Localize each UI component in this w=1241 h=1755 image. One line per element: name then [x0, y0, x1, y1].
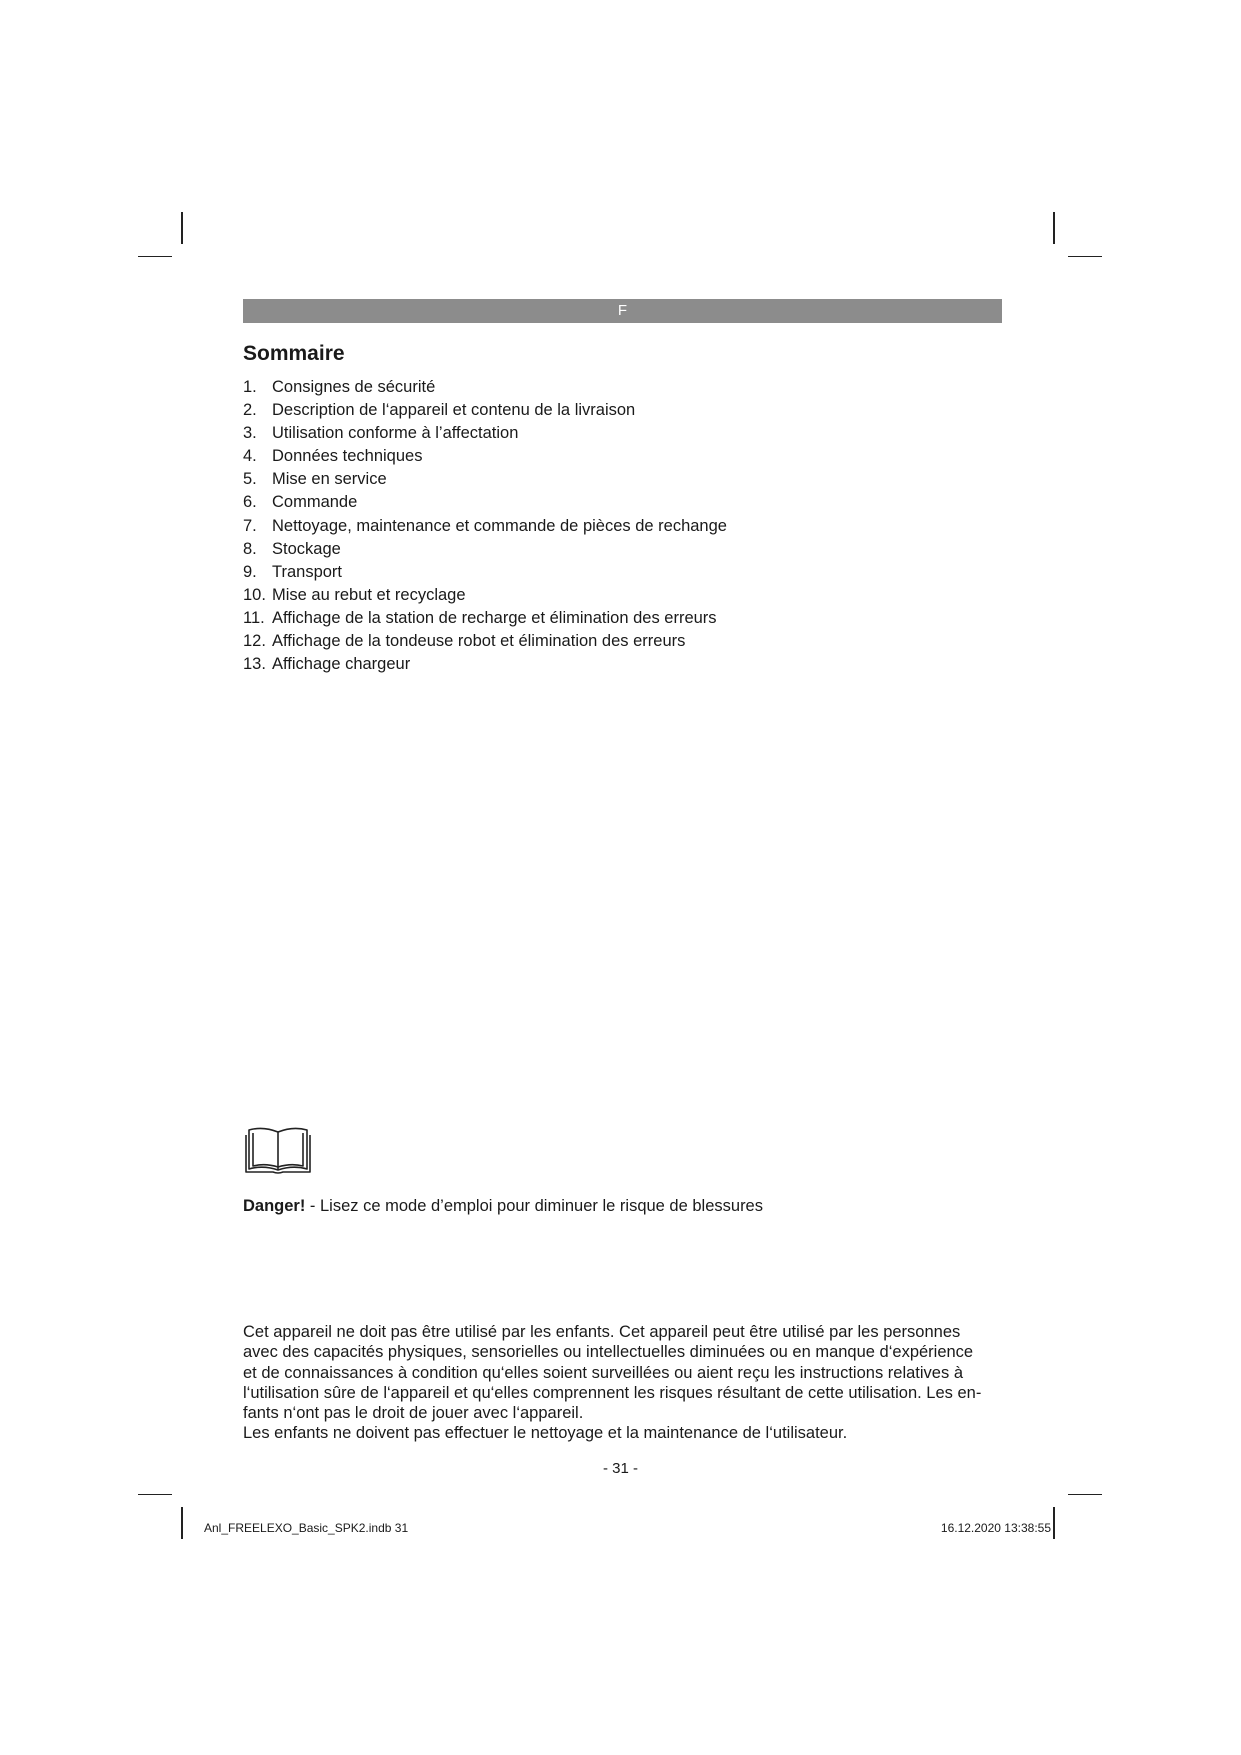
notice-line: Cet appareil ne doit pas être utilisé par les enfants. Cet appareil peut être utilisé par les personnes [243, 1323, 961, 1341]
toc-item-number: 8. [243, 539, 257, 558]
toc-item [243, 607, 727, 630]
toc-item-number: 7. [243, 516, 257, 535]
toc-item-label: Affichage chargeur [272, 655, 411, 674]
toc-item-label: Commande [272, 493, 358, 512]
toc-item-label: Données techniques [272, 447, 423, 466]
notice-line: l‘utilisation sûre de l‘appareil et qu‘elles comprennent les risques résultant de cette utilisation. Les en- [243, 1383, 982, 1402]
danger-text: - Lisez ce mode d’emploi pour diminuer le risque de blessures [305, 1197, 763, 1215]
toc-item [243, 422, 727, 445]
toc-item-number: 5. [243, 470, 257, 489]
crop-mark-bottom-left-horizontal [138, 1494, 172, 1495]
toc-item-number: 11. [243, 608, 265, 627]
notice-line: fants n‘ont pas le droit de jouer avec l‘appareil. [243, 1404, 584, 1423]
toc-item-label: Nettoyage, maintenance et commande de pièces de rechange [272, 516, 727, 535]
danger-warning [243, 1195, 763, 1217]
toc-item [243, 445, 727, 468]
table-of-contents [243, 376, 727, 676]
toc-item [243, 653, 727, 676]
footer-file-name: Anl_FREELEXO_Basic_SPK2.indb 31 [204, 1521, 409, 1535]
toc-item-number: 4. [243, 447, 257, 466]
language-tab-label: F [617, 302, 628, 319]
toc-item-label: Utilisation conforme à l’affectation [272, 424, 519, 443]
children-safety-notice [243, 1322, 1003, 1444]
toc-item-label: Affichage de la station de recharge et élimination des erreurs [272, 608, 717, 627]
toc-item-number: 2. [243, 401, 257, 420]
toc-item-number: 3. [243, 424, 257, 443]
toc-item-label: Transport [272, 562, 342, 581]
crop-mark-bottom-left-vertical [181, 1507, 183, 1539]
toc-item [243, 630, 727, 653]
crop-mark-top-left-vertical [181, 212, 183, 244]
footer-timestamp: 16.12.2020 13:38:55 [940, 1521, 1051, 1535]
language-tab-bar [243, 299, 1002, 323]
notice-line: Les enfants ne doivent pas effectuer le nettoyage et la maintenance de l‘utilisateur. [243, 1424, 848, 1443]
toc-item [243, 491, 727, 514]
toc-item-number: 10. [243, 585, 266, 604]
crop-mark-bottom-right-vertical [1053, 1507, 1055, 1539]
toc-item [243, 399, 727, 422]
crop-mark-top-left-horizontal [138, 256, 172, 257]
contents-title: Sommaire [243, 342, 345, 365]
danger-label: Danger! [243, 1197, 306, 1215]
toc-item [243, 584, 727, 607]
page-number: - 31 - [602, 1460, 638, 1477]
toc-item-label: Mise en service [272, 470, 387, 489]
crop-mark-top-right-horizontal [1068, 256, 1102, 257]
toc-item-number: 9. [243, 562, 257, 581]
toc-item-number: 12. [243, 632, 266, 651]
toc-item-number: 13. [243, 655, 266, 674]
toc-item-label: Description de l‘appareil et contenu de la livraison [272, 401, 636, 420]
notice-line: avec des capacités physiques, sensorielles ou intellectuelles diminuées ou en manque d‘expérience [243, 1343, 974, 1362]
toc-item-label: Consignes de sécurité [272, 378, 436, 396]
toc-item-label: Affichage de la tondeuse robot et élimination des erreurs [272, 632, 686, 651]
toc-item-number: 1. [243, 378, 257, 396]
toc-item-label: Stockage [272, 539, 341, 558]
toc-item [243, 468, 727, 491]
open-book-icon [243, 1126, 313, 1176]
notice-line: et de connaissances à condition qu‘elles soient surveillées ou aient reçu les instructions relatives à [243, 1363, 963, 1382]
toc-item-number: 6. [243, 493, 257, 512]
toc-item [243, 515, 727, 538]
toc-item [243, 561, 727, 584]
crop-mark-top-right-vertical [1053, 212, 1055, 244]
toc-item-label: Mise au rebut et recyclage [272, 585, 466, 604]
toc-item [243, 538, 727, 561]
crop-mark-bottom-right-horizontal [1068, 1494, 1102, 1495]
toc-item [243, 376, 727, 399]
